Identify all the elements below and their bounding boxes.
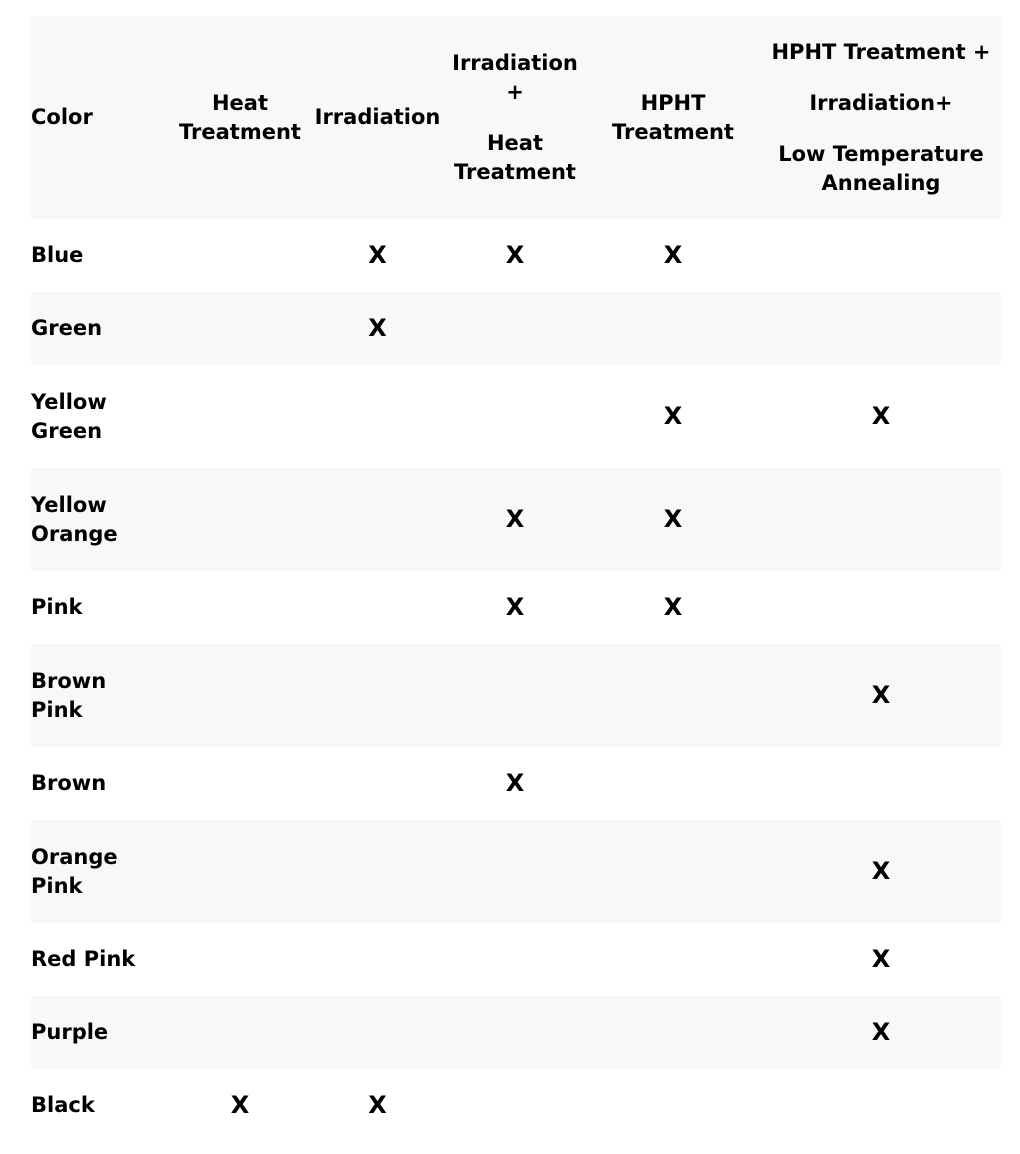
table-row (31, 820, 1001, 923)
treatment-mark-cell (310, 644, 445, 747)
treatment-mark-cell: X (663, 593, 683, 621)
treatment-mark-cell (170, 292, 310, 365)
treatment-mark-cell: X (368, 314, 387, 342)
header-line-gap (761, 118, 1001, 140)
table-row (31, 292, 1001, 365)
treatment-mark-cell (310, 468, 445, 571)
header-color (31, 16, 170, 219)
treatment-mark-cell (445, 365, 585, 468)
color-label: Purple (31, 1020, 109, 1044)
treatment-mark-cell (170, 747, 310, 820)
color-label: Blue (31, 243, 84, 267)
header-row (31, 16, 1001, 219)
color-label: Yellow (31, 492, 107, 517)
treatment-mark-cell (761, 292, 1001, 365)
row-color-cell (31, 468, 170, 571)
treatment-mark-cell: X (663, 402, 683, 430)
table-row (31, 923, 1001, 996)
table-body (31, 219, 1001, 1142)
treatment-mark-cell (585, 820, 761, 923)
treatment-mark-cell (445, 644, 585, 747)
table-header (31, 16, 1001, 219)
treatment-mark-cell (585, 1069, 761, 1142)
row-color-cell (31, 747, 170, 820)
treatment-mark-cell (585, 747, 761, 820)
header-line: Treatment (612, 119, 734, 144)
color-label: Orange (31, 844, 118, 869)
header-heat-treatment (170, 16, 310, 219)
treatment-mark-cell (170, 365, 310, 468)
treatment-mark-cell (170, 923, 310, 996)
treatment-table-container (31, 16, 1001, 1142)
treatment-mark-cell (585, 923, 761, 996)
color-label: Black (31, 1093, 95, 1117)
table-row (31, 644, 1001, 747)
row-color-cell (31, 996, 170, 1069)
treatment-mark-cell: X (505, 505, 525, 533)
header-line: Treatment (179, 119, 301, 144)
table-row (31, 571, 1001, 644)
header-irradiation-heat-treatment (445, 16, 585, 219)
header-line: Low Temperature (778, 141, 984, 166)
treatment-mark-cell (445, 292, 585, 365)
treatment-mark-cell (585, 644, 761, 747)
treatment-mark-cell (170, 219, 310, 292)
header-line: Annealing (821, 170, 941, 195)
treatment-mark-cell (761, 571, 1001, 644)
table-row (31, 1069, 1001, 1142)
treatment-mark-cell (445, 996, 585, 1069)
treatment-mark-cell: X (368, 241, 387, 269)
treatment-mark-cell (310, 923, 445, 996)
color-label: Yellow (31, 389, 107, 414)
header-line: Treatment (454, 159, 576, 184)
table-row (31, 468, 1001, 571)
treatment-mark-cell (310, 365, 445, 468)
header-line: Irradiation (314, 105, 441, 129)
row-color-cell (31, 219, 170, 292)
header-line: HPHT (640, 90, 706, 115)
treatment-mark-cell: X (663, 505, 683, 533)
treatment-mark-cell: X (871, 945, 891, 973)
row-color-cell (31, 365, 170, 468)
header-line: Color (31, 105, 93, 129)
color-label: Pink (31, 697, 83, 722)
treatment-mark-cell: X (505, 593, 525, 621)
table-row (31, 996, 1001, 1069)
header-line: Irradiation+ (809, 90, 953, 115)
color-label: Green (31, 316, 103, 340)
color-label: Brown (31, 771, 107, 795)
treatment-mark-cell (445, 923, 585, 996)
header-hpht-treatment (585, 16, 761, 219)
treatment-mark-cell: X (871, 681, 891, 709)
table-row (31, 219, 1001, 292)
header-line: Irradiation + (452, 50, 578, 104)
treatment-mark-cell: X (230, 1091, 250, 1119)
treatment-mark-cell: X (871, 402, 891, 430)
treatment-mark-cell: X (871, 1018, 891, 1046)
table-row (31, 365, 1001, 468)
treatment-mark-cell: X (505, 769, 525, 797)
treatment-mark-cell: X (368, 1091, 387, 1119)
header-hpht-irradiation-annealing (761, 16, 1001, 219)
row-color-cell (31, 923, 170, 996)
row-color-cell (31, 1069, 170, 1142)
treatment-mark-cell (445, 820, 585, 923)
treatment-mark-cell (170, 644, 310, 747)
treatment-mark-cell (761, 1069, 1001, 1142)
treatment-mark-cell (310, 747, 445, 820)
treatment-mark-cell (170, 468, 310, 571)
treatment-mark-cell (170, 571, 310, 644)
treatment-mark-cell (445, 1069, 585, 1142)
header-irradiation (310, 16, 445, 219)
treatment-mark-cell (310, 571, 445, 644)
color-label: Red Pink (31, 947, 136, 971)
row-color-cell (31, 644, 170, 747)
treatment-mark-cell (585, 996, 761, 1069)
header-line: Heat (211, 90, 269, 115)
row-color-cell (31, 292, 170, 365)
treatment-mark-cell (310, 820, 445, 923)
color-treatment-table (31, 16, 1001, 1142)
table-row (31, 747, 1001, 820)
treatment-mark-cell: X (871, 857, 891, 885)
color-label: Pink (31, 873, 83, 898)
treatment-mark-cell: X (505, 241, 525, 269)
color-label: Orange (31, 521, 118, 546)
color-label: Brown (31, 668, 107, 693)
treatment-mark-cell (585, 292, 761, 365)
header-line-gap (445, 107, 585, 129)
treatment-mark-cell (761, 747, 1001, 820)
header-line: Heat (486, 130, 544, 155)
treatment-mark-cell: X (663, 241, 683, 269)
color-label: Green (31, 418, 103, 443)
treatment-mark-cell (170, 820, 310, 923)
treatment-mark-cell (170, 996, 310, 1069)
color-label: Pink (31, 595, 83, 619)
row-color-cell (31, 571, 170, 644)
treatment-mark-cell (761, 219, 1001, 292)
row-color-cell (31, 820, 170, 923)
header-line-gap (761, 67, 1001, 89)
treatment-mark-cell (310, 996, 445, 1069)
treatment-mark-cell (761, 468, 1001, 571)
header-line: HPHT Treatment + (771, 39, 991, 64)
